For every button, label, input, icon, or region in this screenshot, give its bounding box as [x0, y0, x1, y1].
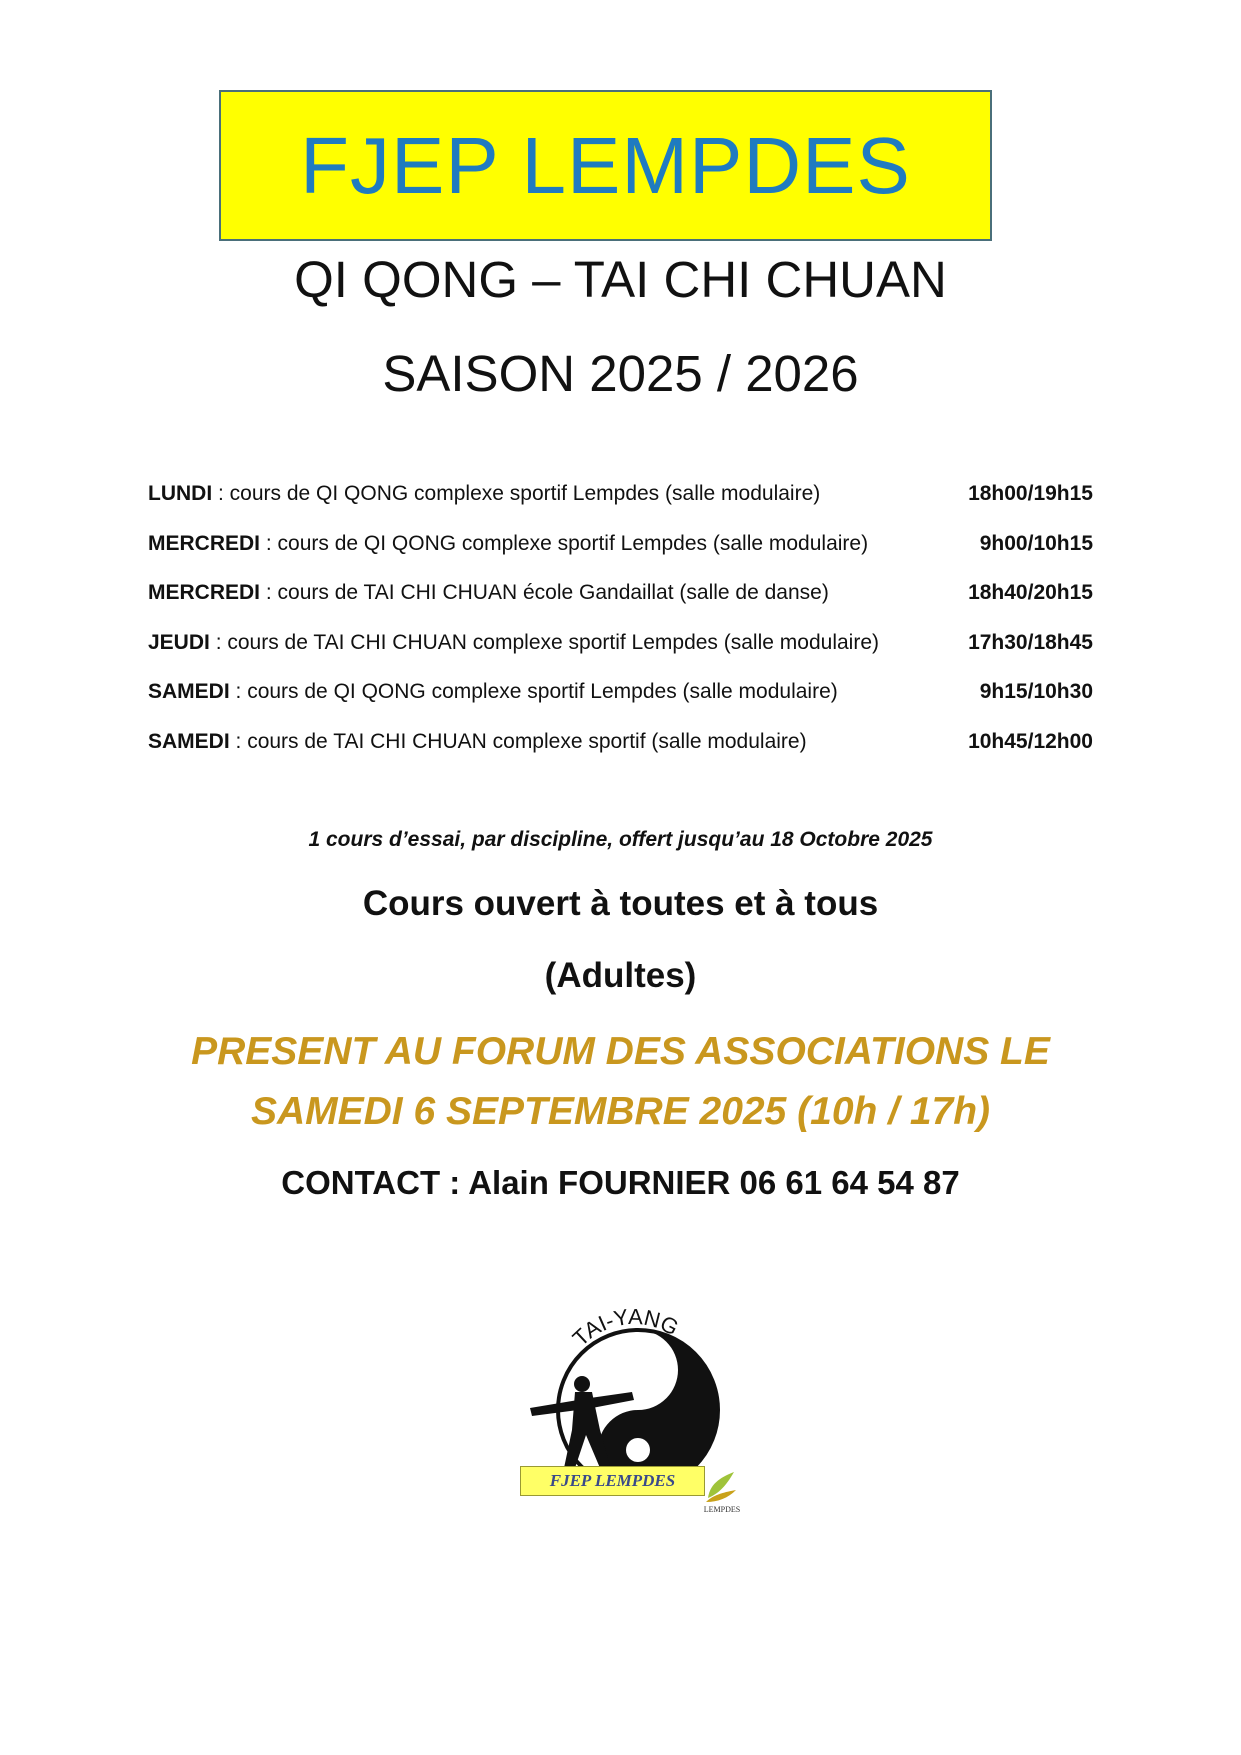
schedule-day: LUNDI: [148, 482, 213, 505]
schedule-day: MERCREDI: [148, 531, 261, 555]
logo-band-text: FJEP LEMPDES: [549, 1471, 676, 1490]
schedule-row: [148, 480, 1098, 530]
trial-offer-note: 1 cours d’essai, par discipline, offert jusqu’au 18 Octobre 2025: [308, 828, 933, 851]
forum-announcement-line1: PRESENT AU FORUM DES ASSOCIATIONS LE: [191, 1030, 1050, 1073]
schedule-time: 10h45/12h00: [968, 729, 1093, 753]
schedule-description: : cours de TAI CHI CHUAN complexe sportif Lempdes (salle modulaire): [209, 630, 879, 654]
schedule-description: : cours de QI QONG complexe sportif Lempdes (salle modulaire): [229, 680, 838, 704]
schedule-day: SAMEDI: [148, 729, 230, 753]
open-to-all-text: Cours ouvert à toutes et à tous: [362, 884, 879, 923]
schedule-row: [148, 530, 1098, 580]
schedule-day: JEUDI: [148, 630, 210, 654]
schedule-description: : cours de TAI CHI CHUAN complexe sportif (salle modulaire): [229, 729, 807, 753]
schedule-list: [148, 480, 1098, 778]
forum-announcement-line2: SAMEDI 6 SEPTEMBRE 2025 (10h / 17h): [250, 1090, 991, 1133]
schedule-row: [148, 579, 1098, 629]
schedule-time: 18h40/20h15: [968, 581, 1093, 605]
schedule-description: : cours de QI QONG complexe sportif Lempdes (salle modulaire): [212, 482, 821, 505]
schedule-day: SAMEDI: [148, 680, 230, 704]
schedule-time: 9h00/10h15: [979, 531, 1093, 555]
page-title: FJEP LEMPDES: [300, 120, 911, 210]
schedule-time: 17h30/18h45: [968, 630, 1093, 654]
schedule-time: 9h15/10h30: [979, 680, 1093, 704]
schedule-day: MERCREDI: [148, 581, 261, 605]
schedule-description: : cours de QI QONG complexe sportif Lempdes (salle modulaire): [260, 531, 869, 555]
season-heading: SAISON 2025 / 2026: [382, 345, 859, 402]
title-banner: [219, 90, 992, 241]
ville-lempdes-label: LEMPDES: [703, 1505, 741, 1514]
schedule-time: 18h00/19h15: [968, 482, 1093, 505]
schedule-description: : cours de TAI CHI CHUAN école Gandaillat (salle de danse): [260, 581, 829, 605]
audience-text: (Adultes): [544, 956, 697, 995]
logo-band: [520, 1466, 705, 1496]
schedule-row: [148, 728, 1098, 778]
discipline-heading: QI QONG – TAI CHI CHUAN: [294, 251, 947, 308]
contact-info: CONTACT : Alain FOURNIER 06 61 64 54 87: [281, 1164, 960, 1201]
schedule-row: [148, 629, 1098, 679]
logo-arc-text: TAI-YANG: [567, 1304, 683, 1351]
schedule-row: [148, 678, 1098, 728]
